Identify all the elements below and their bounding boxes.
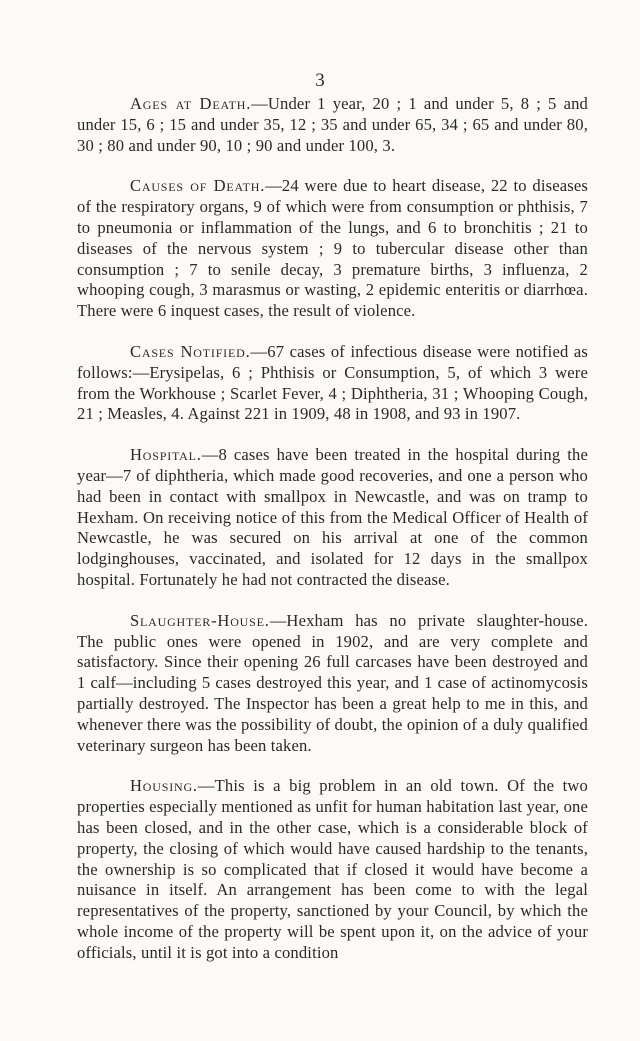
section-text: —8 cases have been treated in the hospital during the year—7 of diphtheria, which made good recoveries, and one a person who had been in contact with smallpox in Newcastle, and was on tramp to Hexham. On receiving notice of this from the Medical Officer of Health of Newcastle, he was secured on his arrival at one of the common lodginghouses, vaccinated, and isolated for 12 days in the smallpox hospital. Fortunately he had not contracted the disease.: [77, 445, 588, 589]
ages-at-death-paragraph: [77, 94, 588, 156]
causes-of-death-paragraph: [77, 176, 588, 322]
section-heading: Ages at Death.: [130, 94, 252, 113]
section-heading: Cases Notified.: [130, 341, 251, 361]
housing-paragraph: [77, 776, 588, 963]
section-text: —24 were due to heart disease, 22 to diseases of the respiratory organs, 9 of which were from consumption or phthisis, 7 to pneumonia or inflammation of the lungs, and 6 to bronchitis ; 21 to diseases of the nervous system ; 9 to tubercular disease other than consumption ; 7 to senile decay, 3 premature births, 3 influenza, 2 whooping cough, 3 marasmus or wasting, 2 epidemic enteritis or diarrhœa. There were 6 inquest cases, the result of violence.: [77, 176, 588, 321]
page-number: 3: [315, 70, 325, 91]
cases-notified-paragraph: [77, 342, 588, 425]
section-text: —67 cases of infectious disease were notified as follows:—Erysipelas, 6 ; Phthisis or Consumption, 5, of which 3 were from the Workhouse ; Scarlet Fever, 4 ; Diphtheria, 31 ; Whooping Cough, 21 ; Measles, 4. Against 221 in 1909, 48 in 1908, and 93 in 1907.: [77, 341, 588, 424]
section-text: —Hexham has no private slaughter-house. The public ones were opened in 1902, and are very complete and satisfactory. Since their opening 26 full carcases have been destroyed and 1 calf—including 5 cases destroyed this year, and 1 case of actinomycosis partially destroyed. The Inspector has been a great help to me in this, and whenever there was the possibility of doubt, the opinion of a duly qualified veterinary surgeon has been taken.: [77, 610, 588, 755]
slaughter-house-paragraph: [77, 611, 588, 757]
section-text: —This is a big problem in an old town. Of the two properties especially mentioned as unfit for human habitation last year, one has been closed, and in the other case, which is a considerable block of property, the closing of which would have caused hardship to the tenants, the ownership is so complicated that if closed it would have become a nuisance in itself. An arrangement has been come to with the legal representatives of the property, sanctioned by your Council, by which the whole income of the property will be spent upon it, on the advice of your officials, until it is got into a condition: [77, 776, 588, 962]
section-heading: Slaughter-House.: [130, 610, 270, 630]
section-heading: Hospital.: [130, 445, 202, 465]
body-text: [77, 94, 588, 983]
section-text: —Under 1 year, 20 ; 1 and under 5, 8 ; 5 and under 15, 6 ; 15 and under 35, 12 ; 35 and under 65, 34 ; 65 and under 80, 30 ; 80 and under 90, 10 ; 90 and under 100, 3.: [77, 94, 588, 155]
hospital-paragraph: [77, 445, 588, 591]
section-heading: Causes of Death.: [130, 176, 266, 196]
section-heading: Housing.: [130, 776, 198, 796]
